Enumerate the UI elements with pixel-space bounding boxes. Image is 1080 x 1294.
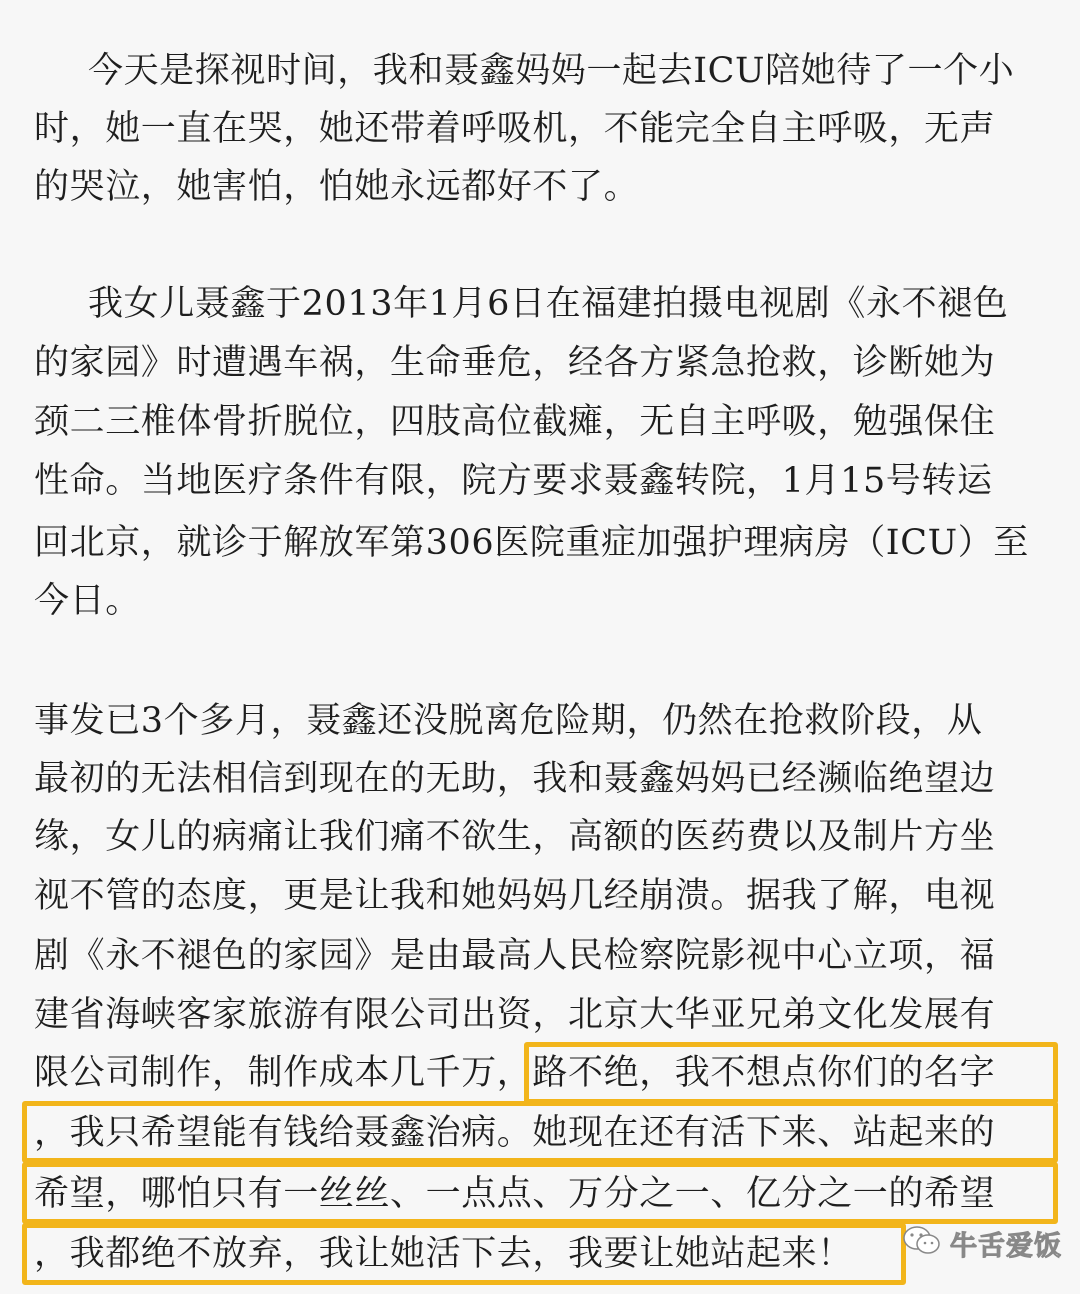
paragraph-3-line-7: 限公司制作，制作成本几千万，路不绝，我不想点你们的名字 xyxy=(34,1053,996,1093)
paragraph-3-line-10: ，我都绝不放弃，我让她活下去，我要让她站起来！ xyxy=(34,1234,853,1274)
highlight-box-3 xyxy=(22,1162,1058,1224)
paragraph-3-line-8: ，我只希望能有钱给聂鑫治病。她现在还有活下来、站起来的 xyxy=(34,1113,996,1153)
paragraph-2-line-1: 我女儿聂鑫于2013年1月6日在福建拍摄电视剧《永不褪色 xyxy=(88,284,1009,324)
paragraph-3-line-1: 事发已3个多月，聂鑫还没脱离危险期，仍然在抢救阶段，从 xyxy=(34,701,983,741)
paragraph-1-line-2: 时，她一直在哭，她还带着呼吸机，不能完全自主呼吸，无声 xyxy=(34,109,996,149)
paragraph-3-line-2: 最初的无法相信到现在的无助，我和聂鑫妈妈已经濒临绝望边 xyxy=(34,759,996,799)
paragraph-3-line-3: 缘，女儿的病痛让我们痛不欲生，高额的医药费以及制片方坐 xyxy=(34,817,996,857)
watermark-text: 牛舌爱饭 xyxy=(950,1230,1062,1262)
highlight-box-4 xyxy=(22,1223,906,1285)
paragraph-2-line-4: 性命。当地医疗条件有限，院方要求聂鑫转院，1月15号转运 xyxy=(34,461,993,501)
paragraph-3-line-9: 希望，哪怕只有一丝丝、一点点、万分之一、亿分之一的希望 xyxy=(34,1174,996,1214)
paragraph-2-line-5: 回北京，就诊于解放军第306医院重症加强护理病房（ICU）至 xyxy=(34,523,1029,563)
highlight-box-1 xyxy=(524,1042,1058,1104)
watermark xyxy=(902,1218,1062,1268)
paragraph-2-line-3: 颈二三椎体骨折脱位，四肢高位截瘫，无自主呼吸，勉强保住 xyxy=(34,402,996,442)
paragraph-2-line-2: 的家园》时遭遇车祸，生命垂危，经各方紧急抢救，诊断她为 xyxy=(34,343,996,383)
wechat-icon xyxy=(902,1224,942,1262)
paragraph-3-line-4: 视不管的态度，更是让我和她妈妈几经崩溃。据我了解，电视 xyxy=(34,876,996,916)
paragraph-3-line-5: 剧《永不褪色的家园》是由最高人民检察院影视中心立项，福 xyxy=(34,936,996,976)
paragraph-2-line-6: 今日。 xyxy=(34,581,141,621)
paragraph-3-line-6: 建省海峡客家旅游有限公司出资，北京大华亚兄弟文化发展有 xyxy=(34,995,996,1035)
highlight-box-2 xyxy=(22,1101,1058,1163)
paragraph-1-line-3: 的哭泣，她害怕，怕她永远都好不了。 xyxy=(34,167,640,207)
paragraph-1-line-1: 今天是探视时间，我和聂鑫妈妈一起去ICU陪她待了一个小 xyxy=(88,51,1015,91)
